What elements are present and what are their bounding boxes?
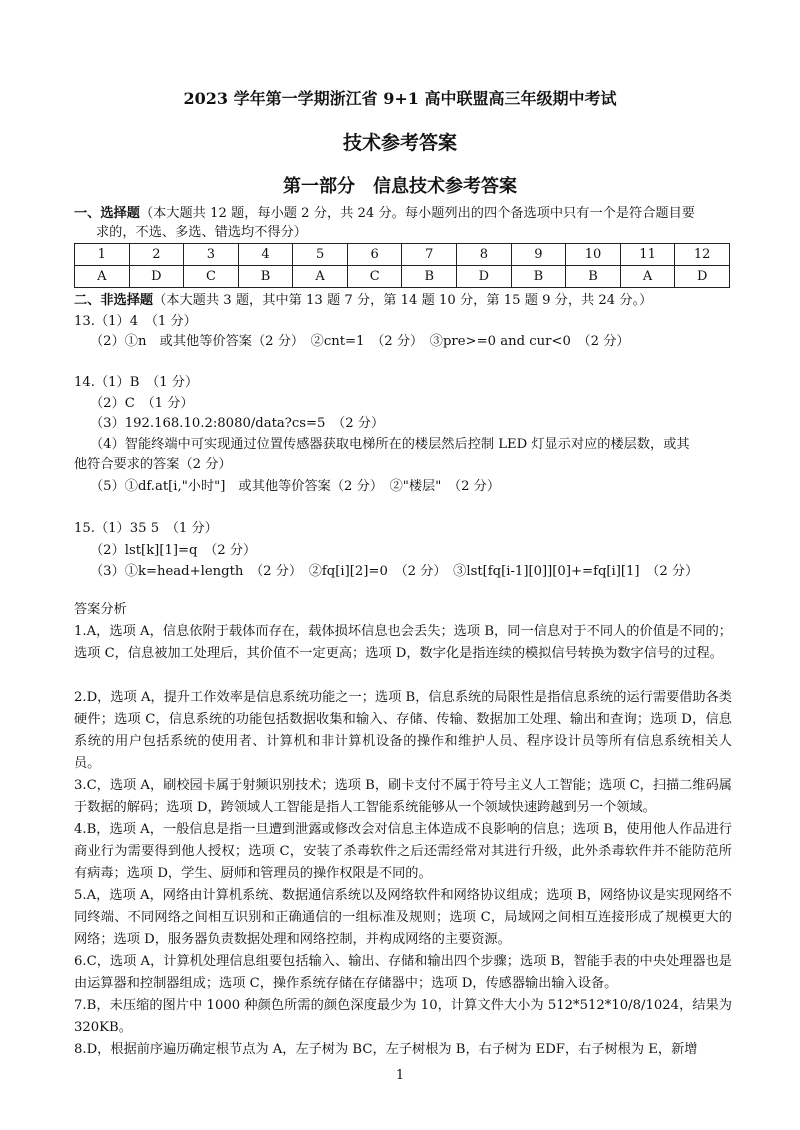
answer-cell: D — [129, 266, 184, 288]
question-number-cell: 4 — [238, 244, 293, 266]
analysis-q3: 3.C，选项 A，刷校园卡属于射频识别技术；选项 B，刷卡支付不属于符号主义人工智能；选项 C，扫描二维码属于数据的解码；选项 D，跨领域人工智能是指人工智能系统能够从一个领域快速跨越到另一个领域。 — [74, 778, 732, 815]
answer-cell: C — [184, 266, 239, 288]
q15-part2: （2）lst[k][1]=q （2 分） — [90, 543, 257, 558]
q14-part2: （2）C （1 分） — [90, 396, 194, 411]
answer-row — [75, 266, 730, 288]
question-number-cell: 3 — [184, 244, 239, 266]
analysis-q5: 5.A，选项 A，网络由计算机系统、数据通信系统以及网络软件和网络协议组成；选项 B，网络协议是实现网络不同终端、不同网络之间相互识别和正确通信的一组标准及规则；选项 C，局域网之间相互连接形成了规模更大的网络；选项 D，服务器负责数据处理和网络控制，并构成网络的主要资源。 — [74, 888, 732, 947]
section2-desc: （本大题共 3 题，其中第 13 题 7 分，第 14 题 10 分，第 15 题 9 分，共 24 分。） — [153, 293, 653, 308]
answer-cell: B — [238, 266, 293, 288]
analysis-heading: 答案分析 — [74, 602, 127, 617]
q14-part4: （4）智能终端中可实现通过位置传感器获取电梯所在的楼层然后控制 LED 灯显示对应的楼层数，或其 — [90, 437, 690, 452]
question-number-cell: 10 — [566, 244, 621, 266]
analysis-q1: 1.A，选项 A，信息依附于载体而存在，载体损坏信息也会丢失；选项 B，同一信息对于不同人的价值是不同的；选项 C，信息被加工处理后，其价值不一定更高；选项 D，数字化是指连续的模拟信号转换为数字信号的过程。 — [74, 624, 732, 661]
answer-cell: A — [293, 266, 348, 288]
question-number-cell: 1 — [75, 244, 130, 266]
answer-cell: A — [620, 266, 675, 288]
question-number-cell: 5 — [293, 244, 348, 266]
q15-part1: 15.（1）35 5 （1 分） — [74, 521, 218, 536]
q14-part5: （5）①df.at[i,"小时"] 或其他等价答案（2 分） ②"楼层" （2 分） — [90, 479, 501, 494]
exam-title: 2023 学年第一学期浙江省 9+1 高中联盟高三年级期中考试 — [183, 89, 617, 108]
question-number-cell: 6 — [347, 244, 402, 266]
document-title: 技术参考答案 — [342, 132, 457, 154]
answer-cell: D — [675, 266, 730, 288]
section1-desc: （本大题共 12 题，每小题 2 分，共 24 分。每小题列出的四个备选项中只有一个是符合题目要 — [139, 206, 695, 221]
q14-part1: 14.（1）B （1 分） — [74, 375, 199, 390]
answer-cell: B — [511, 266, 566, 288]
answer-cell: B — [566, 266, 621, 288]
question-number-cell: 9 — [511, 244, 566, 266]
analysis-q7: 7.B，未压缩的图片中 1000 种颜色所需的颜色深度最少为 10，计算文件大小为 512*512*10/8/1024，结果为 320KB。 — [74, 998, 732, 1035]
question-number-row — [75, 244, 730, 266]
question-number-cell: 8 — [457, 244, 512, 266]
section2-label: 二、非选择题 — [74, 293, 154, 308]
answer-cell: C — [347, 266, 402, 288]
analysis-q8: 8.D，根据前序遍历确定根节点为 A，左子树为 BC，左子树根为 B，右子树为 EDF，右子树根为 E，新增 — [74, 1042, 698, 1057]
q14-part4-cont: 他符合要求的答案（2 分） — [74, 457, 232, 472]
section1-label: 一、选择题 — [74, 206, 140, 221]
answer-cell: A — [75, 266, 130, 288]
choice-answer-table — [74, 243, 730, 288]
question-number-cell: 11 — [620, 244, 675, 266]
analysis-q4: 4.B，选项 A，一般信息是指一旦遭到泄露或修改会对信息主体造成不良影响的信息；选项 B，使用他人作品进行商业行为需要得到他人授权；选项 C，安装了杀毒软件之后还需经常对其进行升级，此外杀毒软件并不能防范所有病毒；选项 D，学生、厨师和管理员的操作权限是不同的。 — [74, 822, 732, 881]
question-number-cell: 2 — [129, 244, 184, 266]
section1-heading — [74, 205, 734, 223]
q13-part1: 13.（1）4 （1 分） — [74, 314, 197, 329]
page-number: 1 — [395, 1068, 405, 1083]
answer-cell: B — [402, 266, 457, 288]
q14-part3: （3）192.168.10.2:8080/data?cs=5 （2 分） — [90, 416, 385, 431]
section1-heading-cont: 求的，不选、多选、错选均不得分） — [96, 225, 307, 240]
part-title: 第一部分 信息技术参考答案 — [283, 176, 517, 197]
answer-cell: D — [457, 266, 512, 288]
question-number-cell: 7 — [402, 244, 457, 266]
analysis-q2: 2.D，选项 A，提升工作效率是信息系统功能之一；选项 B，信息系统的局限性是指信息系统的运行需要借助各类硬件；选项 C，信息系统的功能包括数据收集和输入、存储、传输、数据加工处理、输出和查询；选项 D，信息系统的用户包括系统的使用者、计算机和非计算机设备的操作和维护人员、程序设计员等所有信息系统相关人员。 — [74, 690, 732, 771]
section2-heading — [74, 292, 734, 310]
q15-part3: （3）①k=head+length （2 分） ②fq[i][2]=0 （2 分） ③lst[fq[i-1][0]][0]+=fq[i][1] （2 分） — [90, 564, 699, 579]
q13-part2: （2）①n 或其他等价答案（2 分） ②cnt=1 （2 分） ③pre>=0 and cur<0 （2 分） — [90, 334, 630, 349]
analysis-q6: 6.C，选项 A，计算机处理信息组要包括输入、输出、存储和输出四个步骤；选项 B，智能手表的中央处理器也是由运算器和控制器组成；选项 C，操作系统存储在存储器中；选项 D，传感器输出输入设备。 — [74, 954, 732, 991]
question-number-cell: 12 — [675, 244, 730, 266]
